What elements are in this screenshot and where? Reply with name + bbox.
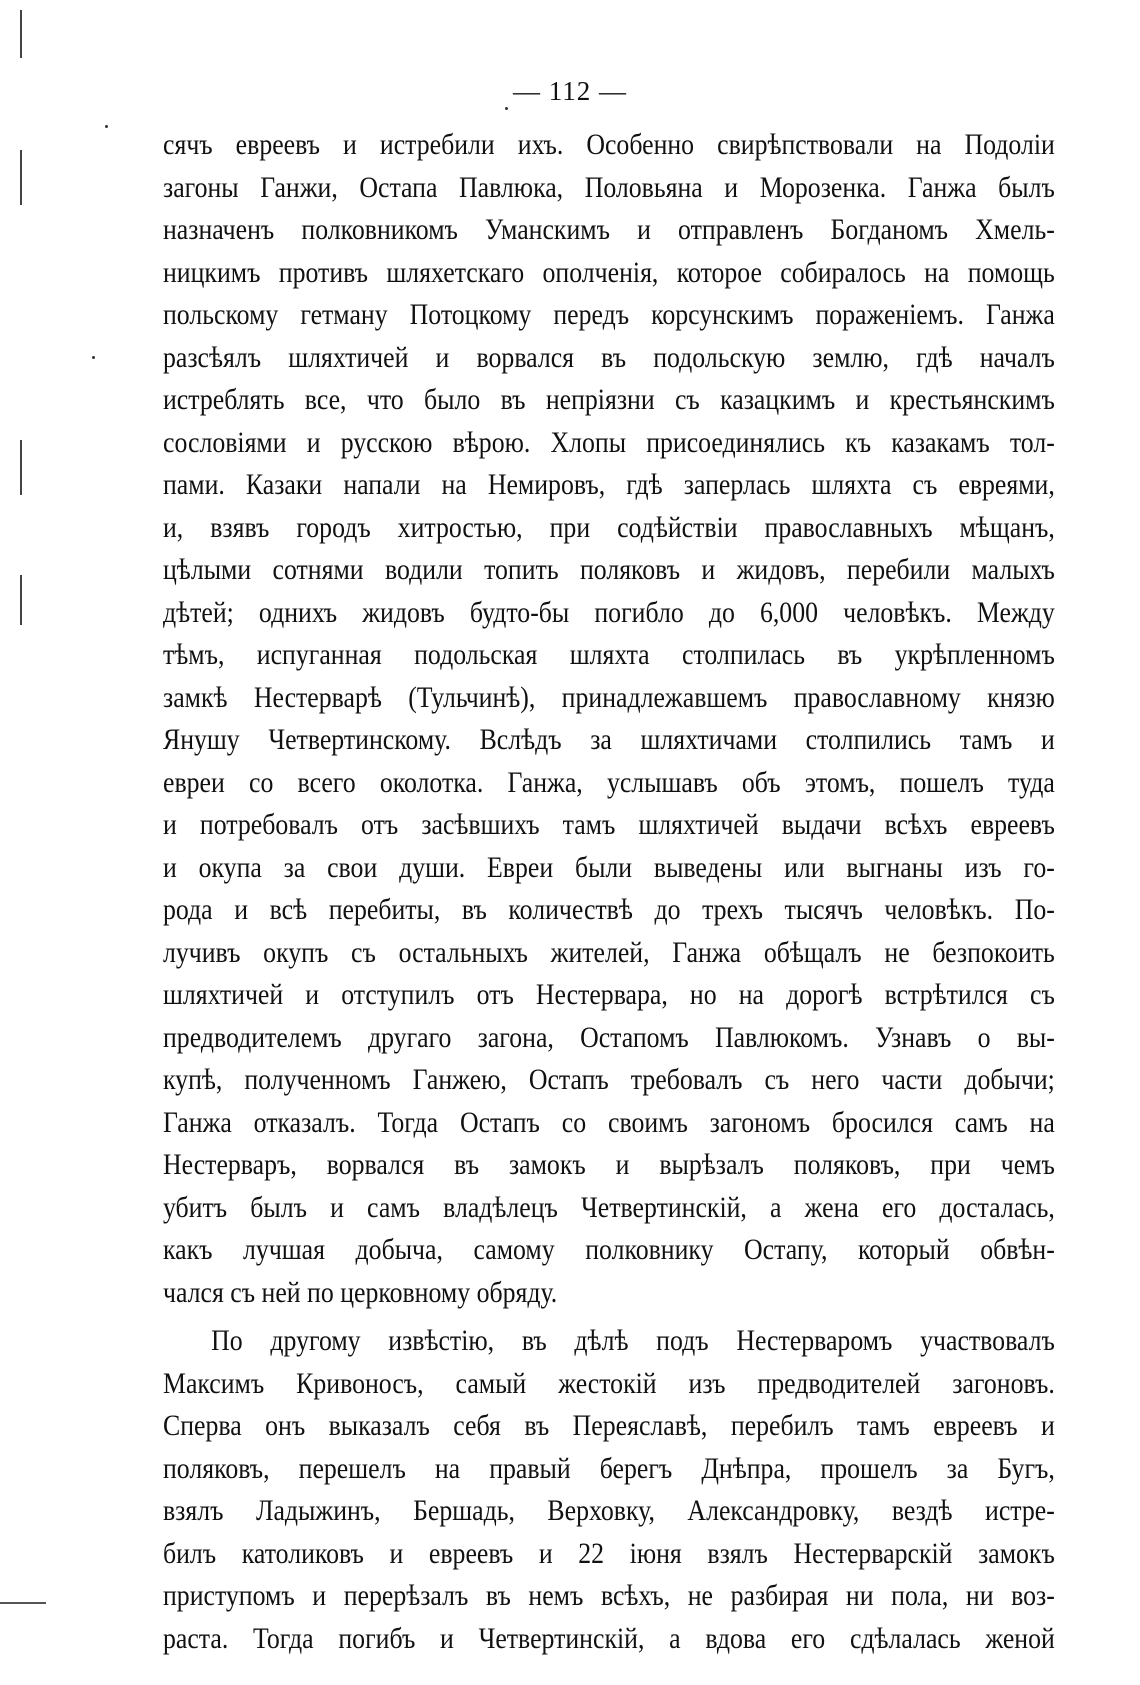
page-number: — 112 —	[513, 76, 627, 106]
text-line: По другому извѣстію, въ дѣлѣ подъ Нестерваромъ участвовалъ	[211, 1324, 1055, 1357]
text-line: ницкимъ противъ шляхетскаго ополченія, которое собиралось на помощь	[163, 255, 1055, 289]
text-line: польскому гетману Потоцкому передъ корсунскимъ пораженіемъ. Ганжа	[163, 298, 1055, 331]
bottom-edge-rule	[0, 1602, 46, 1604]
left-margin-mark-4	[20, 575, 22, 625]
text-line: и потребовалъ отъ засѣвшихъ тамъ шляхтичей выдачи всѣхъ евреевъ	[163, 808, 1055, 841]
left-margin-mark-3	[20, 440, 22, 495]
text-line: приступомъ и перерѣзалъ въ немъ всѣхъ, не разбирая ни пола, ни воз-	[163, 1579, 1055, 1612]
text-line: и окупа за свои души. Евреи были выведены или выгнаны изъ го-	[163, 850, 1055, 884]
text-line: Нестерваръ, ворвался въ замокъ и вырѣзалъ поляковъ, при чемъ	[163, 1148, 1055, 1181]
text-line: Максимъ Кривоносъ, самый жестокій изъ предводителей загоновъ.	[163, 1366, 1055, 1400]
text-line: истреблять все, что было въ непріязни съ казацкимъ и крестьянскимъ	[163, 383, 1055, 416]
text-line: Ганжа отказалъ. Тогда Остапъ со своимъ загономъ бросился самъ на	[163, 1105, 1055, 1139]
left-margin-mark-2	[20, 150, 22, 205]
text-line: дѣтей; однихъ жидовъ будто-бы погибло до 6,000 человѣкъ. Между	[163, 595, 1055, 629]
text-line: рода и всѣ перебиты, въ количествѣ до трехъ тысячъ человѣкъ. По-	[163, 893, 1055, 926]
stray-dot	[505, 107, 508, 110]
text-line: разсѣялъ шляхтичей и ворвался въ подольскую землю, гдѣ началъ	[163, 340, 1055, 374]
text-line: чался съ ней по церковному обряду.	[163, 1275, 558, 1309]
page-body	[163, 124, 1055, 1660]
text-line: цѣлыми сотнями водили топить поляковъ и жидовъ, перебили малыхъ	[163, 553, 1055, 586]
text-line: убитъ былъ и самъ владѣлецъ Четвертинскій, а жена его досталась,	[163, 1190, 1055, 1224]
text-line: сячъ евреевъ и истребили ихъ. Особенно свирѣпствовали на Подоліи	[163, 128, 1055, 161]
text-line: и, взявъ городъ хитростью, при содѣйствіи православныхъ мѣщанъ,	[163, 510, 1055, 544]
text-line: загоны Ганжи, Остапа Павлюка, Половьяна и Морозенка. Ганжа былъ	[163, 170, 1055, 204]
text-line: Сперва онъ выказалъ себя въ Переяславѣ, перебилъ тамъ евреевъ и	[163, 1409, 1055, 1442]
text-line: билъ католиковъ и евреевъ и 22 іюня взялъ Нестерварскій замокъ	[163, 1536, 1055, 1570]
text-line: евреи со всего околотка. Ганжа, услышавъ объ этомъ, пошелъ туда	[163, 765, 1055, 799]
text-line: лучивъ окупъ съ остальныхъ жителей, Ганжа обѣщалъ не безпокоить	[163, 935, 1055, 969]
stray-dot	[92, 356, 95, 359]
text-line: предводителемъ другаго загона, Остапомъ Павлюкомъ. Узнавъ о вы-	[163, 1020, 1055, 1054]
text-line: замкѣ Нестерварѣ (Тульчинѣ), принадлежавшемъ православному князю	[163, 680, 1055, 714]
text-line: взялъ Ладыжинъ, Бершадь, Верховку, Александровку, вездѣ истре-	[163, 1494, 1055, 1527]
text-line: Янушу Четвертинскому. Вслѣдъ за шляхтичами столпились тамъ и	[163, 723, 1055, 756]
text-line: пами. Казаки напали на Немировъ, гдѣ заперлась шляхта съ евреями,	[163, 468, 1055, 501]
text-line: поляковъ, перешелъ на правый берегъ Днѣпра, прошелъ за Бугъ,	[163, 1451, 1055, 1485]
left-margin-mark-1	[20, 10, 22, 58]
text-line: какъ лучшая добыча, самому полковнику Остапу, который обвѣн-	[163, 1233, 1055, 1266]
text-line: тѣмъ, испуганная подольская шляхта столпилась въ укрѣпленномъ	[163, 638, 1055, 671]
text-line: раста. Тогда погибъ и Четвертинскій, а вдова его сдѣлалась женой	[163, 1621, 1055, 1655]
text-line: шляхтичей и отступилъ отъ Нестервара, но на дорогѣ встрѣтился съ	[163, 978, 1055, 1011]
text-line: сословіями и русскою вѣрою. Хлопы присоединялись къ казакамъ тол-	[163, 425, 1055, 459]
text-line: назначенъ полковникомъ Уманскимъ и отправленъ Богданомъ Хмель-	[163, 213, 1055, 246]
text-line: купѣ, полученномъ Ганжею, Остапъ требовалъ съ него части добычи;	[163, 1063, 1055, 1096]
stray-dot	[105, 125, 108, 128]
